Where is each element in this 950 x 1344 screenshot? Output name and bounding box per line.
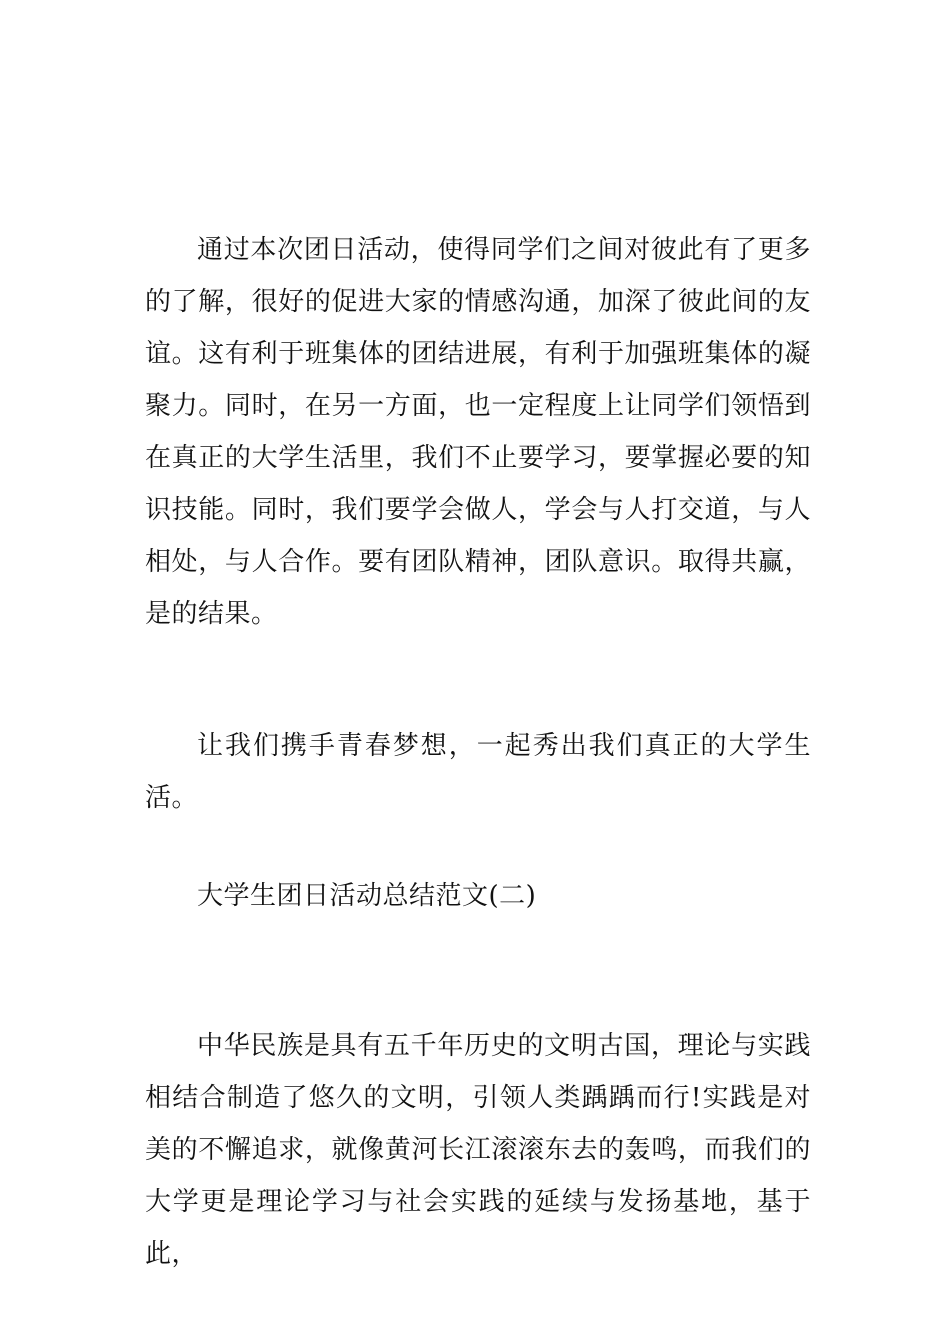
- body-paragraph-closing-line: 让我们携手青春梦想，一起秀出我们真正的大学生活。: [145, 731, 811, 813]
- section-heading: 大学生团日活动总结范文(二): [197, 881, 537, 911]
- body-paragraph-introduction: 中华民族是具有五千年历史的文明古国，理论与实践相结合制造了悠久的文明，引领人类踽踽而行!实践是对美的不懈追求，就像黄河长江滚滚东去的轰鸣，而我们的大学更是理论学习与社会实践的延续与发扬基地，基于此，: [145, 1031, 811, 1269]
- body-paragraph-activity-summary: 通过本次团日活动，使得同学们之间对彼此有了更多的了解，很好的促进大家的情感沟通，加深了彼此间的友谊。这有利于班集体的团结进展，有利于加强班集体的凝聚力。同时，在另一方面，也一定程度上让同学们领悟到在真正的大学生活里，我们不止要学习，要掌握必要的知识技能。同时，我们要学会做人，学会与人打交道，与人相处，与人合作。要有团队精神，团队意识。取得共赢，是的结果。: [145, 235, 811, 629]
